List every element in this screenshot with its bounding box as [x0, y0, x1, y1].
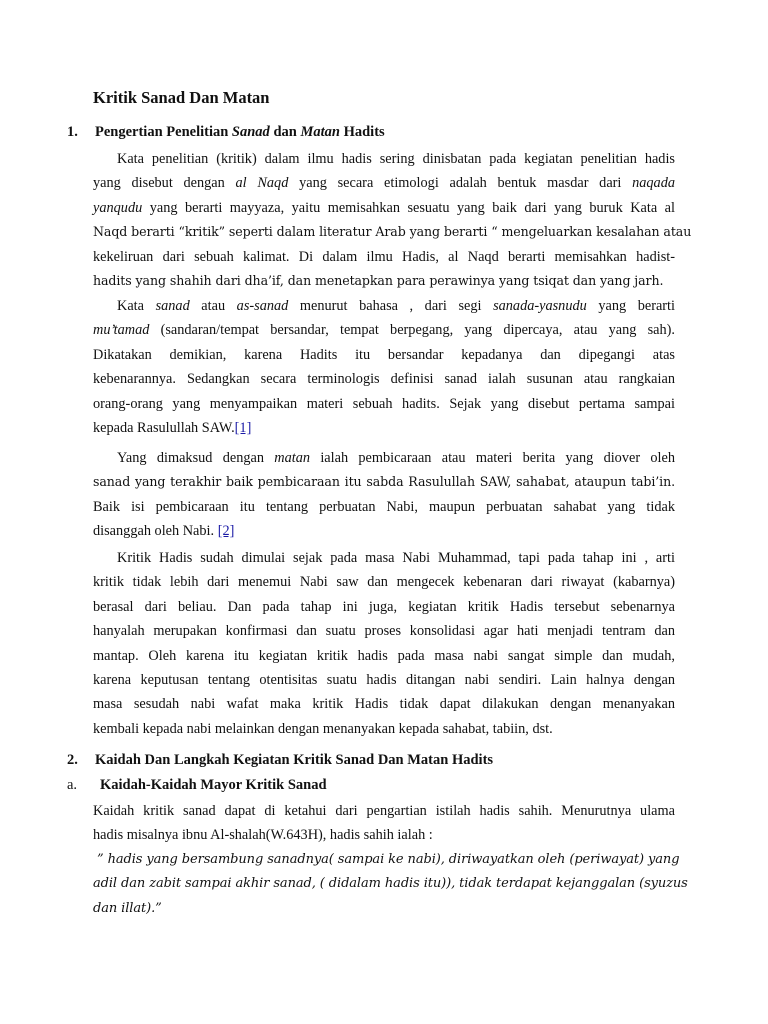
text-line: Kata sanad atau as-sanad menurut bahasa , dari segi sanada-yasnudu yang berarti — [117, 298, 676, 314]
text-line: hanyalah merupakan konfirmasi dan suatu proses konsolidasi agar hati menjadi tentram dan — [93, 623, 675, 640]
quote-line: dan illat).” — [93, 900, 162, 916]
text-line: karena keputusan tentang otentisitas suatu hadis ditangan nabi sendiri. Lain halnya dengan — [93, 672, 675, 689]
footnote-link-1[interactable]: [1] — [234, 420, 252, 437]
heading-text: Pengertian Penelitian — [95, 124, 232, 140]
text-line: kembali kepada nabi melainkan dengan menanyakan kepada sahabat, tabiin, dst. — [93, 720, 553, 737]
subsection-letter: a. — [67, 777, 78, 793]
heading-italic-sanad: Sanad — [231, 124, 270, 140]
footnote-link-2[interactable]: [2] — [217, 523, 235, 540]
subsection-a-heading — [67, 777, 327, 794]
text-line: disanggah oleh Nabi. [2] — [93, 523, 235, 540]
text-line: kekeliruan dari sebuah kalimat. Di dalam ilmu Hadis, al Naqd berarti memisahkan hadist- — [93, 248, 675, 265]
text-line: mu’tamad (sandaran/tempat bersandar, tempat berpegang, yang dipercaya, atau yang sah). — [93, 322, 675, 339]
text-line: kebenarannya. Sedangkan secara terminologis definisi sanad ialah susunan atau rangkaian — [93, 371, 675, 388]
text-line: hadis misalnya ibnu Al-shalah(W.643H), hadis sahih ialah : — [93, 827, 433, 844]
text-line: Dikatakan demikian, karena Hadits itu bersandar kepadanya dan dipegangi atas — [93, 346, 675, 363]
paragraph-kaidah-sanad — [93, 799, 675, 848]
section-2-heading — [67, 752, 493, 769]
text-line: mantap. Oleh karena itu kegiatan kritik hadis pada masa nabi sangat simple dan mudah, — [93, 647, 675, 664]
paragraph-sanad-definition — [93, 294, 675, 440]
text-line: Kata penelitian (kritik) dalam ilmu hadis sering dinisbatan pada kegiatan penelitian hadis — [117, 151, 675, 167]
text-line: Kritik Hadis sudah dimulai sejak pada masa Nabi Muhammad, tapi pada tahap ini , arti — [117, 550, 675, 566]
quote-line: adil dan zabit sampai akhir sanad, ( didalam hadis itu)), tidak terdapat kejanggalan (syuzus — [93, 876, 688, 892]
paragraph-al-naqd — [93, 147, 692, 293]
section-1-heading — [67, 124, 385, 141]
text-line: orang-orang yang menyampaikan materi sebuah hadits. Sejak yang disebut pertama sampai — [93, 395, 675, 412]
quote-line: ” hadis yang bersambung sanadnya( sampai ke nabi), diriwayatkan oleh (periwayat) yang — [97, 852, 680, 867]
paragraph-matan-definition — [93, 446, 675, 544]
document-title: Kritik Sanad Dan Matan — [93, 88, 270, 107]
heading-text: Kaidah-Kaidah Mayor Kritik Sanad — [100, 777, 327, 793]
text-line: masa sesudah nabi wafat maka kritik Hadis tidak dapat dilakukan dengan menanyakan — [93, 696, 675, 713]
text-line: Yang dimaksud dengan matan ialah pembicaraan atau materi berita yang diover oleh — [117, 450, 675, 466]
heading-italic-matan: Matan — [300, 124, 340, 140]
paragraph-kritik-hadis-history — [93, 546, 675, 741]
section-number: 2. — [67, 752, 78, 768]
text-line: sanad yang terakhir baik pembicaraan itu sabda Rasulullah SAW, sahabat, ataupun tabi’in. — [93, 474, 675, 490]
text-line: yang disebut dengan al Naqd yang secara etimologi adalah bentuk masdar dari naqada — [93, 175, 675, 192]
text-line: Naqd berarti “kritik” seperti dalam literatur Arab yang berarti “ mengeluarkan kesalahan atau — [93, 224, 692, 240]
text-line: Baik isi pembicaraan itu tentang perbuatan Nabi, maupun perbuatan sahabat yang tidak — [93, 498, 675, 515]
heading-text: Hadits — [339, 124, 385, 140]
text-line: yanqudu yang berarti mayyaza, yaitu memisahkan sesuatu yang baik dari yang buruk Kata al — [93, 199, 675, 216]
text-line: kepada Rasulullah SAW.[1] — [93, 420, 252, 437]
text-line: berasal dari beliau. Dan pada tahap ini juga, kegiatan kritik Hadis tersebut sebenarnya — [93, 598, 675, 615]
text-line: Kaidah kritik sanad dapat di ketahui dari pengartian istilah hadis sahih. Menurutnya ulama — [93, 803, 675, 819]
heading-text: Kaidah Dan Langkah Kegiatan Kritik Sanad Dan Matan Hadits — [95, 752, 494, 768]
quote-hadis-sahih-definition — [93, 848, 688, 921]
section-number: 1. — [67, 124, 78, 140]
text-line: kritik tidak lebih dari menemui Nabi saw dan mengecek kebenaran dari riwayat (kabarnya) — [93, 574, 675, 591]
heading-text: dan — [269, 124, 301, 140]
text-line: hadits yang shahih dari dha’if, dan menetapkan para perawinya yang tsiqat dan yang jarh. — [93, 273, 664, 289]
